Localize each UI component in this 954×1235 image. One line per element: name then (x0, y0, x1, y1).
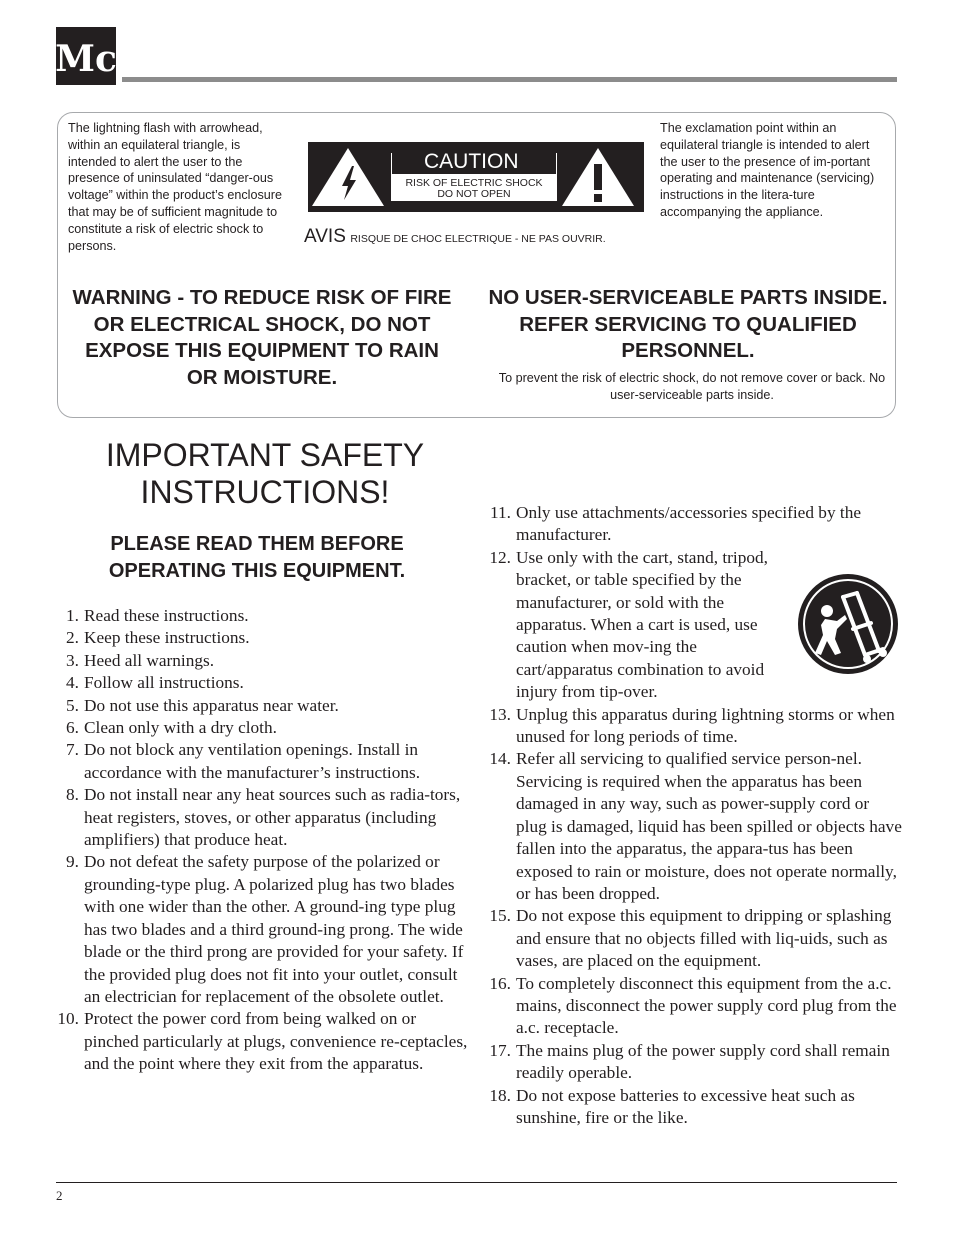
list-item (488, 502, 904, 547)
logo-lettering: Mc (56, 38, 116, 80)
warning-heading: WARNING - TO REDUCE RISK OF FIRE OR ELECTRICAL SHOCK, DO NOT EXPOSE THIS EQUIPMENT TO RAIN OR MOISTURE. (72, 286, 452, 390)
item-text: Do not expose this equipment to dripping or splashing and ensure that no objects filled with liq-uids, such as vases, are placed on the equipment. (516, 906, 892, 971)
item-text: The mains plug of the power supply cord shall remain readily operable. (516, 1040, 890, 1083)
list-item (488, 973, 904, 1040)
item-text: Do not block any ventilation openings. Install in accordance with the manufacturer’s instructions. (84, 740, 421, 782)
list-item (56, 717, 468, 739)
list-item (56, 672, 468, 694)
item-number: 7. (66, 740, 79, 760)
caution-subtext-1: RISK OF ELECTRIC SHOCK (405, 177, 543, 189)
page-number: 2 (56, 1188, 63, 1203)
page-title-line-1: IMPORTANT SAFETY (105, 437, 425, 473)
list-item (56, 784, 468, 851)
item-text: Do not expose batteries to excessive heat such as sunshine, fire or the like. (516, 1085, 855, 1127)
footer-rule (56, 1182, 897, 1183)
list-item (56, 1008, 468, 1075)
item-text: Heed all warnings. (84, 650, 215, 670)
list-item (56, 605, 468, 627)
item-text: Do not defeat the safety purpose of the polarized or grounding-type plug. A polarized plug has two blades with one wider than the other. A ground-ing type plug has two blades and a third ground-ing prong. The wide blade or the third prong are provided for your safety. If the provided plug does not fit into your outlet, consult an electrician for replacement of the obsolete outlet. (84, 852, 464, 1006)
item-text: Clean only with a dry cloth. (84, 718, 277, 738)
item-number: 8. (66, 785, 79, 805)
item-number: 15. (489, 906, 511, 926)
item-number: 10. (57, 1009, 79, 1029)
page-subtitle (60, 531, 454, 585)
list-item (56, 627, 468, 649)
item-number: 12. (489, 547, 511, 567)
item-text: To completely disconnect this equipment from the a.c. mains, disconnect the power supply cord plug from the a.c. receptacle. (516, 973, 897, 1038)
page-subtitle-line-2: OPERATING THIS EQUIPMENT. (108, 560, 406, 582)
list-item (488, 905, 904, 972)
item-number: 6. (66, 718, 79, 738)
lightning-note: The lightning flash with arrowhead, within an equilateral triangle, is intended to alert the user to the presence of uninsulated “danger-ous voltage” within the product’s enclosure that may be of sufficient magnitude to constitute a risk of electric shock to persons. (68, 121, 282, 253)
item-text: Keep these instructions. (84, 628, 250, 648)
mcintosh-logo (56, 27, 116, 85)
item-text: Refer all servicing to qualified service person-nel. Servicing is required when the apparatus has been damaged in any way, such as power-supply cord or plug is damaged, liquid has been spilled or objects have fallen into the apparatus, the appara-tus has been exposed to rain or moisture, does not operate normally, or has been dropped. (516, 749, 902, 903)
item-text: Use only with the cart, stand, tripod, bracket, or table specified by the manufacturer, or sold with the apparatus. When a cart is used, use caution when mov-ing the cart/apparatus combination to avoid injury from tip-over. (516, 547, 768, 702)
list-item (56, 650, 468, 672)
list-item (56, 739, 468, 784)
item-text: Follow all instructions. (84, 673, 244, 693)
item-text: Read these instructions. (84, 606, 249, 625)
item-text: Do not use this apparatus near water. (84, 695, 339, 715)
avis-text: RISQUE DE CHOC ELECTRIQUE - NE PAS OUVRIR. (350, 233, 606, 245)
item-number: 11. (490, 503, 511, 522)
exclamation-note: The exclamation point within an equilateral triangle is intended to alert the user to the presence of im-portant operating and maintenance (servicing) instructions in the litera-ture accompanying the appliance. (660, 121, 875, 219)
item-number: 3. (66, 650, 79, 670)
item-number: 16. (489, 973, 511, 993)
instructions-list-left (56, 605, 468, 1076)
item-number: 5. (66, 695, 79, 715)
caution-title: CAUTION (392, 150, 556, 174)
item-number: 17. (489, 1040, 511, 1060)
page-title (60, 437, 470, 511)
list-item (488, 1040, 904, 1085)
item-number: 13. (489, 704, 511, 724)
item-number: 4. (66, 673, 79, 693)
service-heading: NO USER-SERVICEABLE PARTS INSIDE. REFER SERVICING TO QUALIFIED PERSONNEL. (488, 286, 888, 363)
item-text: Protect the power cord from being walked on or pinched particularly at plugs, convenience re-ceptacles, and the point where they exit from the apparatus. (84, 1009, 468, 1074)
list-item (56, 851, 468, 1008)
item-number: 9. (66, 852, 79, 872)
service-note: To prevent the risk of electric shock, do not remove cover or back. No user-serviceable parts inside. (498, 371, 886, 402)
avis-line (304, 226, 606, 248)
caution-subtext-2: DO NOT OPEN (437, 188, 511, 200)
cart-tipover-warning-icon (797, 573, 899, 675)
item-number: 18. (489, 1085, 511, 1105)
item-number: 14. (489, 749, 511, 769)
list-item (488, 748, 904, 905)
avis-word: AVIS (304, 226, 346, 247)
item-number: 1. (66, 606, 79, 625)
header-rule (122, 77, 897, 82)
list-item (56, 695, 468, 717)
item-text: Do not install near any heat sources such as radia-tors, heat registers, stoves, or other apparatus (including amplifiers) that produce heat. (84, 785, 461, 850)
item-text: Unplug this apparatus during lightning storms or when unused for long periods of time. (516, 704, 895, 747)
page-title-line-2: INSTRUCTIONS! (140, 474, 390, 510)
list-item (488, 704, 904, 749)
list-item (488, 1085, 904, 1130)
item-number: 2. (66, 628, 79, 648)
page-subtitle-line-1: PLEASE READ THEM BEFORE (110, 533, 404, 555)
item-text: Only use attachments/accessories specified by the manufacturer. (516, 503, 862, 545)
